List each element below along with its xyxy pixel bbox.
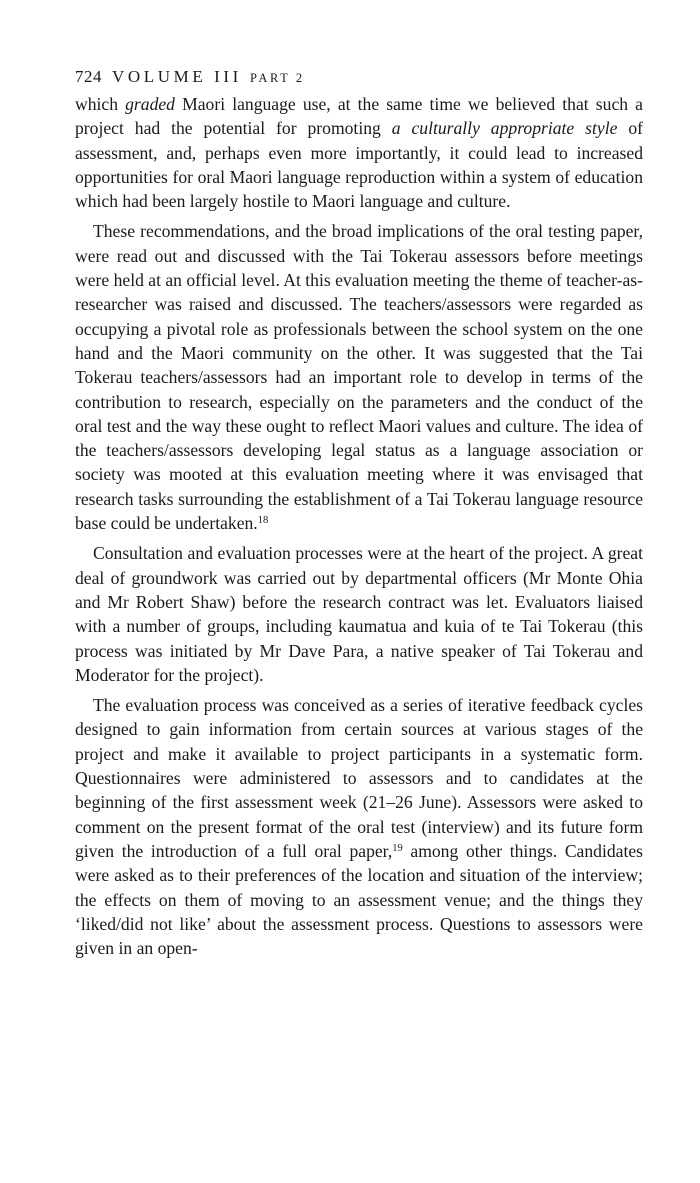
page-number: 724 — [75, 67, 102, 86]
text-run: among other things. Candidates were asked as to their preferences of the location and situation of the interview; the effects on them of moving to an assessment venue; and the things they ‘liked/did not like’ about the assessment process. Questions to assessors were given in an open- — [75, 840, 644, 959]
text-run: which — [75, 94, 126, 114]
part-label: PART 2 — [249, 71, 305, 85]
italic-text: graded — [125, 94, 175, 114]
volume-label: VOLUME III — [112, 67, 242, 86]
running-head — [75, 62, 643, 92]
footnote-ref: 18 — [257, 515, 269, 527]
text-run: The evaluation process was conceived as a series of iterative feedback cycles designed to gain information from certain sources at various stages of the project and make it available to project participants in a systematic form. Questionnaires were administered to assessors and to candidates at the beginning of the first assessment week (21–26 June). Assessors were asked to comment on the present format of the oral test (interview) and its future form given the introduction of a full oral paper, — [75, 695, 643, 861]
book-page — [75, 62, 643, 966]
body-text — [75, 92, 643, 960]
italic-text: a culturally appropriate style — [391, 118, 618, 139]
text-run: of assessment, and, perhaps even more importantly, it could lead to increased opportunities for oral Maori language reproduction within a system of education which had been largely hostile to Maori language and culture. — [75, 118, 643, 212]
text-run: Maori language use, at the same time we believed that such a project had the potential for promoting — [75, 94, 643, 139]
footnote-ref: 19 — [392, 842, 403, 854]
paragraph — [75, 541, 643, 687]
text-run: These recommendations, and the broad implications of the oral testing paper, were read out and discussed with the Tai Tokerau assessors before meetings were held at an official level. At this evaluation meeting the theme of teacher-as-researcher was raised and discussed. The teachers/assessors were regarded as occupying a pivotal role as professionals between the school system on the one hand and the Maori community on the other. It was suggested that the Tai Tokerau teachers/assessors had an important role to develop in terms of the contribution to research, especially on the parameters and the conduct of the oral test and the way these ought to reflect Maori values and culture. The idea of the teachers/assessors developing legal status as a language association or society was mooted at this evaluation meeting where it was envisaged that research tasks surrounding the establishment of a Tai Tokerau language resource base could be undertaken. — [75, 221, 643, 534]
text-run: Consultation and evaluation processes were at the heart of the project. A great deal of groundwork was carried out by departmental officers (Mr Monte Ohia and Mr Robert Shaw) before the research contract was let. Evaluators liaised with a number of groups, including kaumatua and kuia of te Tai Tokerau (this process was initiated by Mr Dave Para, a native speaker of Tai Tokerau and Moderator for the project). — [75, 543, 643, 685]
paragraph — [75, 693, 643, 960]
paragraph — [75, 92, 643, 213]
paragraph — [75, 219, 643, 535]
